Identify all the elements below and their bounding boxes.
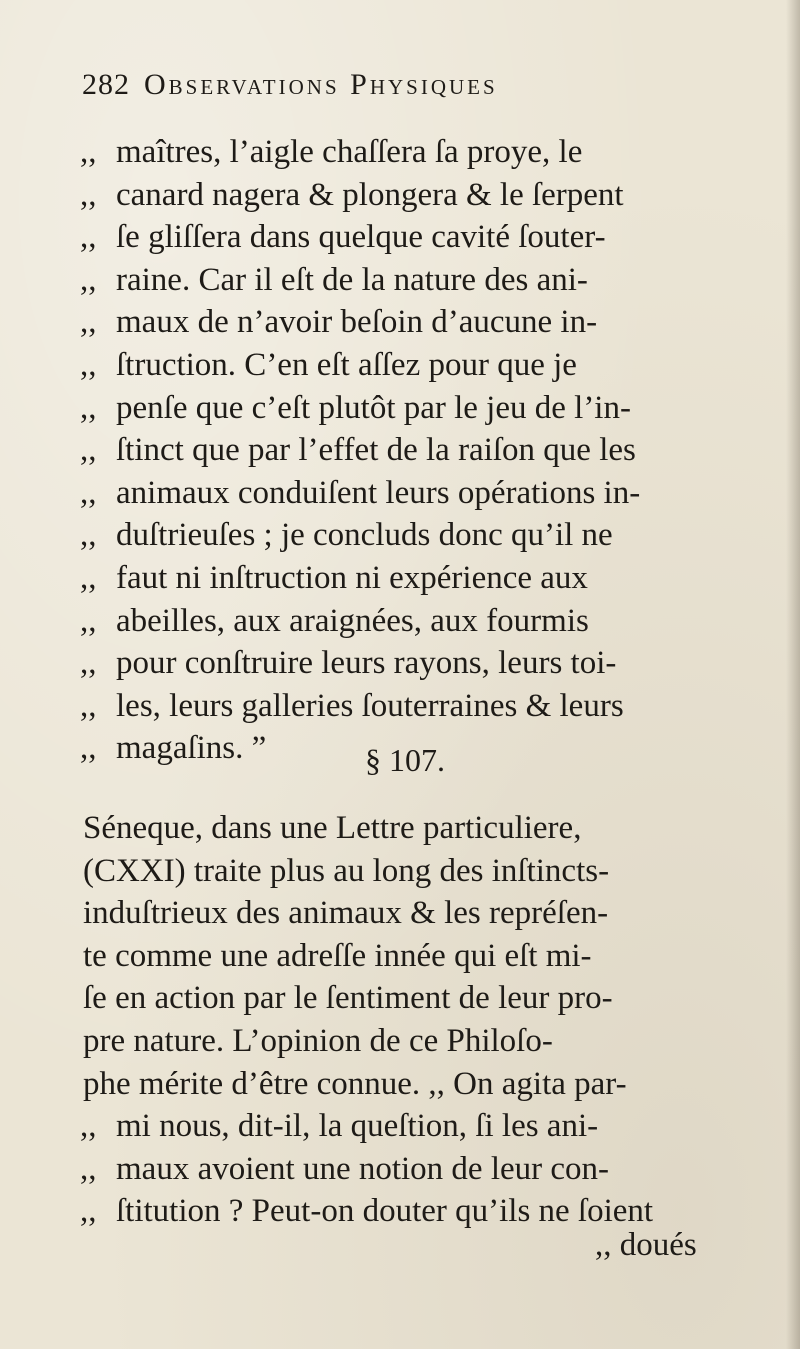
text-line xyxy=(80,684,624,728)
text-line xyxy=(80,513,613,557)
section-heading: § 107. xyxy=(365,742,445,778)
quote-mark: ,, xyxy=(80,432,97,469)
text-line xyxy=(83,806,581,850)
line-text: te comme une adreſſe innée qui eſt mi- xyxy=(83,937,592,974)
line-text: phe mérite d’être connue. ,, On agita par- xyxy=(83,1065,627,1102)
line-text: abeilles, aux araignées, aux fourmis xyxy=(116,602,589,639)
line-text: canard nagera & plongera & le ſerpent xyxy=(116,176,624,213)
line-text: maux de n’avoir beſoin d’aucune in- xyxy=(116,304,598,341)
quote-mark: ,, xyxy=(80,389,97,426)
quote-mark: ,, xyxy=(80,730,97,767)
line-text: ſtitution ? Peut-on douter qu’ils ne ſoient xyxy=(116,1193,654,1230)
page-number: 282 xyxy=(82,68,130,101)
text-line xyxy=(80,300,597,344)
text-line xyxy=(83,976,613,1020)
line-text: faut ni inſtruction ni expérience aux xyxy=(116,560,588,596)
line-text: (CXXI) traite plus au long des inſtincts- xyxy=(83,852,610,889)
quote-mark: ,, xyxy=(80,219,97,256)
text-line xyxy=(80,215,606,259)
text-line xyxy=(80,258,588,302)
quote-mark: ,, xyxy=(80,1150,97,1187)
line-text: raine. Car il eſt de la nature des ani- xyxy=(116,261,588,298)
page-header xyxy=(82,68,682,108)
quote-mark: ,, xyxy=(80,602,97,639)
line-text: animaux conduiſent leurs opérations in- xyxy=(116,474,641,511)
text-line xyxy=(80,1104,598,1148)
line-text: pour conſtruire leurs rayons, leurs toi- xyxy=(116,645,617,682)
text-line xyxy=(80,1189,653,1233)
quote-mark: ,, xyxy=(80,261,97,298)
quote-mark: ,, xyxy=(80,1108,97,1145)
line-text: duſtrieuſes ; je concluds donc qu’il ne xyxy=(116,517,613,554)
quote-mark: ,, xyxy=(80,560,97,596)
text-line xyxy=(80,556,588,600)
catchword: ,, doués xyxy=(595,1227,697,1263)
line-text: mi nous, dit-il, la queſtion, ſi les ani- xyxy=(116,1108,599,1145)
line-text: ſtinct que par l’effet de la raiſon que les xyxy=(116,432,636,469)
text-line xyxy=(80,641,616,685)
line-text: les, leurs galleries ſouterraines & leurs xyxy=(116,687,624,724)
line-text: ſtruction. C’en eſt aſſez pour que je xyxy=(116,347,577,383)
quote-mark: ,, xyxy=(80,645,97,682)
text-line xyxy=(80,343,577,387)
quote-mark: ,, xyxy=(80,687,97,724)
text-line xyxy=(83,891,608,935)
quote-mark: ,, xyxy=(80,176,97,213)
text-line xyxy=(80,428,636,472)
text-line xyxy=(80,386,631,430)
text-line xyxy=(80,173,624,217)
quote-mark: ,, xyxy=(80,347,97,383)
text-line xyxy=(83,1062,627,1106)
line-text: penſe que c’eſt plutôt par le jeu de l’in- xyxy=(116,389,631,426)
line-text: maîtres, l’aigle chaſſera ſa proye, le xyxy=(116,134,583,170)
text-line xyxy=(80,130,582,174)
quote-mark: ,, xyxy=(80,474,97,511)
line-text: ſe en action par le ſentiment de leur pro- xyxy=(83,980,613,1017)
text-line xyxy=(80,1147,609,1191)
quote-mark: ,, xyxy=(80,304,97,341)
quote-mark: ,, xyxy=(80,517,97,554)
text-line xyxy=(83,934,592,978)
line-text: ſe gliſſera dans quelque cavité ſouter- xyxy=(116,219,606,256)
text-line xyxy=(83,1019,553,1063)
line-text: Séneque, dans une Lettre particuliere, xyxy=(83,810,582,846)
text-line xyxy=(83,849,609,893)
quote-mark: ,, xyxy=(80,1193,97,1230)
line-text: magaſins. ” xyxy=(116,730,267,767)
line-text: induſtrieux des animaux & les repréſen- xyxy=(83,895,609,932)
quote-mark: ,, xyxy=(80,134,97,170)
line-text: pre nature. L’opinion de ce Philoſo- xyxy=(83,1023,553,1059)
running-head: Observations Physiques xyxy=(144,68,498,101)
line-text: maux avoient une notion de leur con- xyxy=(116,1150,610,1187)
page-gutter-shadow xyxy=(786,0,800,1349)
text-line xyxy=(80,599,589,643)
text-line xyxy=(80,471,640,515)
